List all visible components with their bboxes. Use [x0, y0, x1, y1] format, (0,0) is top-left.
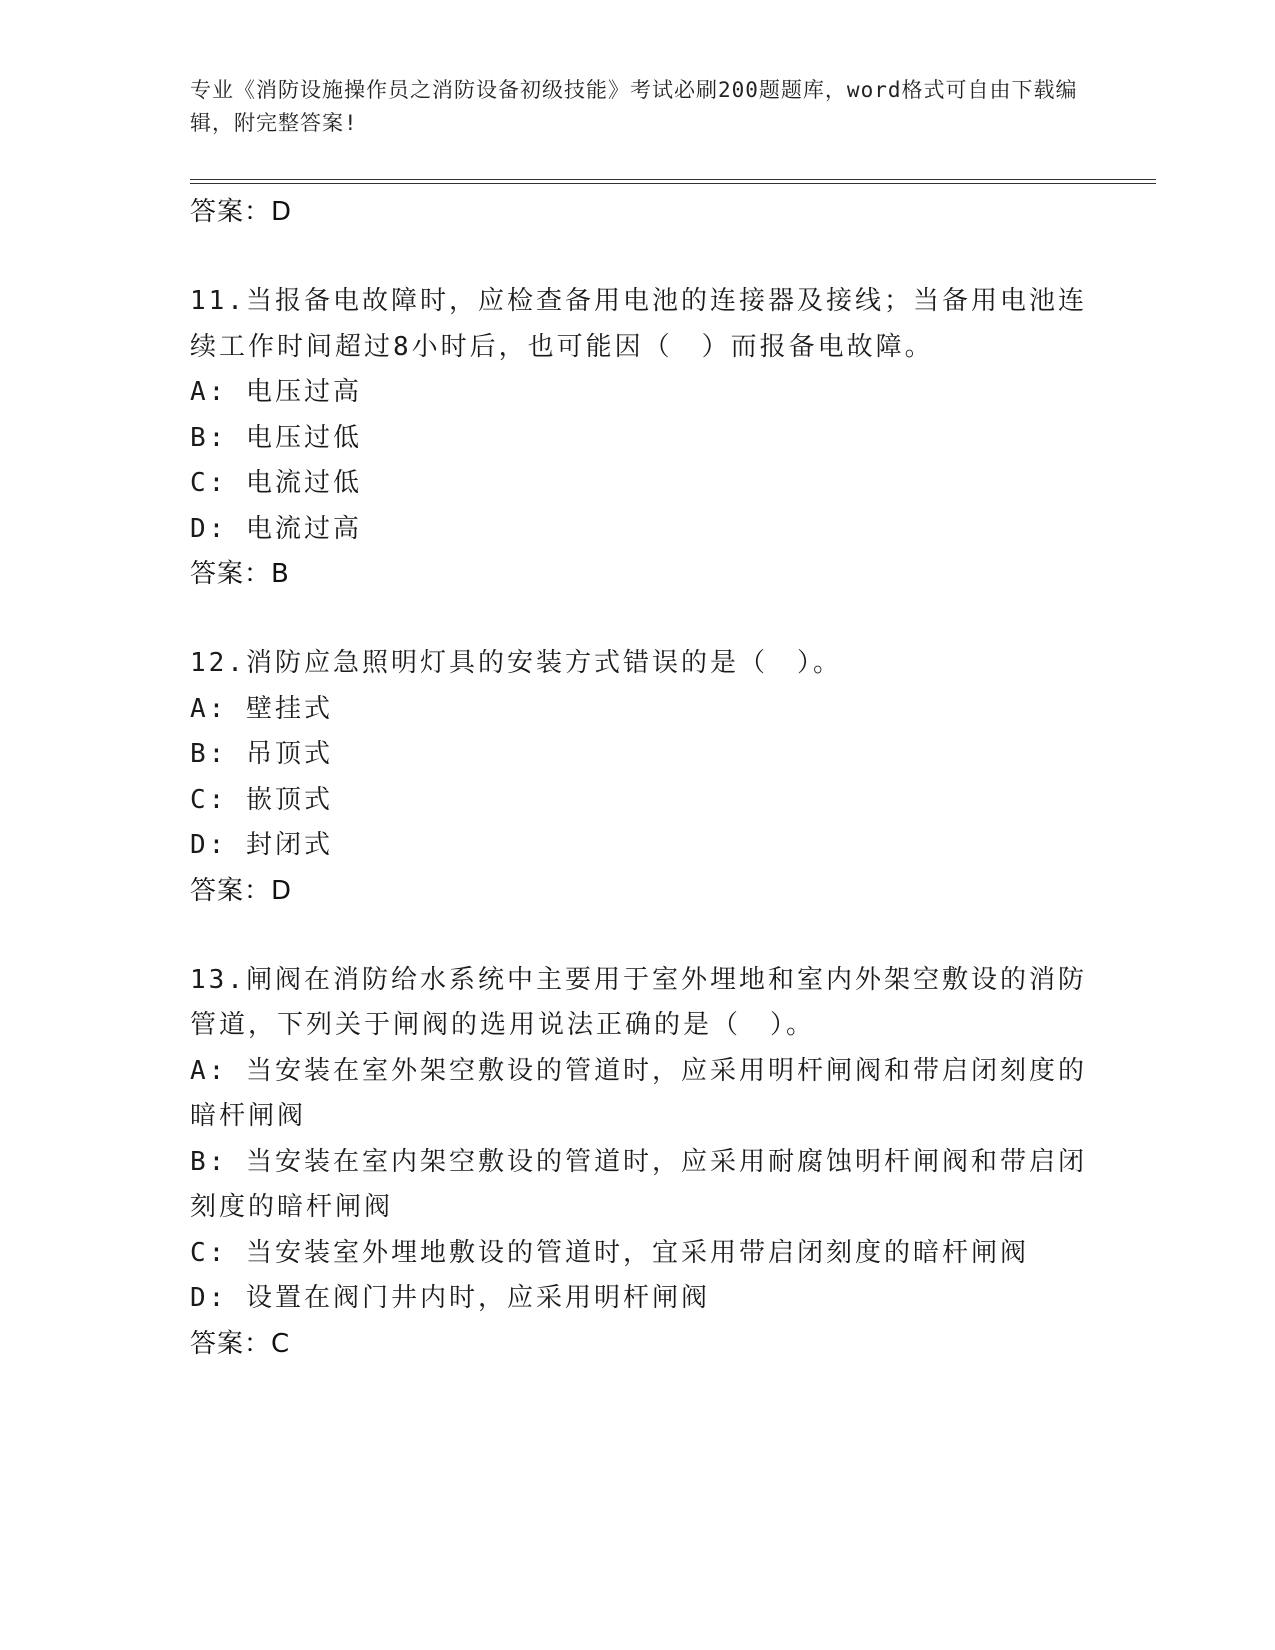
- option-b: B: 电压过低: [190, 422, 362, 453]
- question-11: [190, 279, 1090, 596]
- option-d: D: 设置在阀门井内时，应采用明杆闸阀: [190, 1283, 710, 1313]
- document-body: [190, 190, 1090, 1366]
- option-b: B: 吊顶式: [190, 739, 333, 769]
- question-stem: 11.当报备电故障时，应检查备用电池的连接器及接线；当备用电池连续工作时间超过8小时后，也可能因（ ）而报备电故障。: [190, 286, 1087, 362]
- question-answer: 答案：C: [190, 1328, 291, 1359]
- header-divider: [190, 179, 1156, 184]
- question-stem: 12.消防应急照明灯具的安装方式错误的是（ ）。: [190, 648, 842, 678]
- header-description: 专业《消防设施操作员之消防设备初级技能》考试必刷200题题库，word格式可自由下载编辑，附完整答案!: [190, 78, 1078, 135]
- previous-answer: 答案：D: [190, 197, 293, 227]
- option-d: D: 封闭式: [190, 830, 333, 860]
- option-c: C: 嵌顶式: [190, 784, 333, 815]
- question-12: [190, 641, 1090, 913]
- question-13: [190, 958, 1090, 1366]
- option-c: C: 当安装室外埋地敷设的管道时，宜采用带启闭刻度的暗杆闸阀: [190, 1237, 1029, 1268]
- question-stem: 13.闸阀在消防给水系统中主要用于室外埋地和室内外架空敷设的消防管道，下列关于闸阀的选用说法正确的是（ ）。: [190, 964, 1087, 1040]
- option-b: B: 当安装在室内架空敷设的管道时，应采用耐腐蚀明杆闸阀和带启闭刻度的暗杆闸阀: [190, 1146, 1087, 1222]
- option-c: C: 电流过低: [190, 468, 362, 498]
- question-answer: 答案：D: [190, 875, 293, 906]
- option-d: D: 电流过高: [190, 513, 362, 544]
- option-a: A: 电压过高: [190, 377, 362, 407]
- option-a: A: 当安装在室外架空敷设的管道时，应采用明杆闸阀和带启闭刻度的暗杆闸阀: [190, 1055, 1087, 1131]
- question-answer: 答案：B: [190, 559, 290, 589]
- option-a: A: 壁挂式: [190, 693, 333, 724]
